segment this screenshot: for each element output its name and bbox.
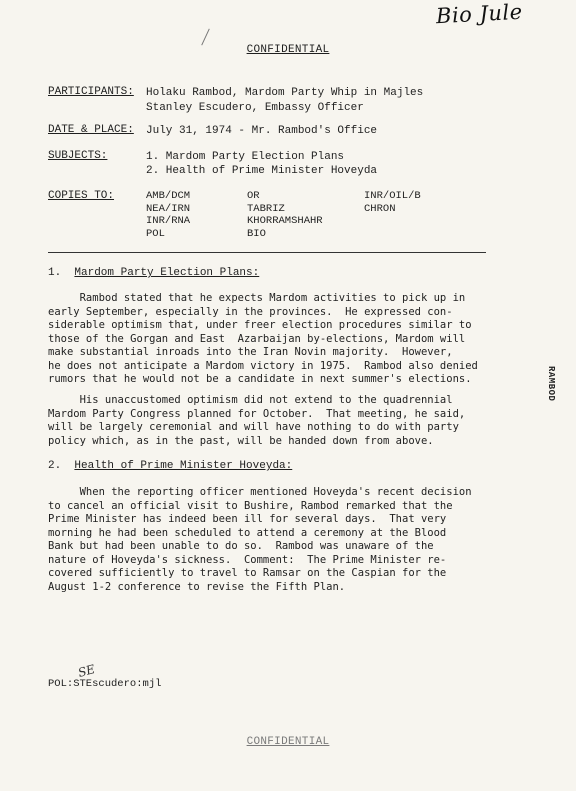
copy-recipient: NEA/IRN: [146, 202, 191, 215]
participants-label: PARTICIPANTS:: [48, 86, 134, 98]
divider-line: [48, 252, 486, 253]
section-2-heading: [48, 460, 292, 472]
participant-line-1: Holaku Rambod, Mardom Party Whip in Majles: [146, 87, 424, 99]
section-2-paragraph-1: When the reporting officer mentioned Hoveyda's recent decision to cancel an official visit to Bushire, Rambod remarked that the Prime Minister has indeed been ill for several days. That very morning he had been scheduled to attend a ceremony at the Blood Bank but had been unable to do so. Rambod was unaware of the nature of Hoveyda's sickness. Comment: The Prime Minister re- covered sufficiently to travel to Ramsar on the Caspian for the August 1-2 conference to revise the Fifth Plan.: [48, 486, 472, 593]
section-1-paragraph-2: His unaccustomed optimism did not extend to the quadrennial Mardom Party Congress planned for October. That meeting, he said, will be largely ceremonial and will have nothing to do with party policy which, as in the past, will be handed down from above.: [48, 394, 466, 447]
signature-block: POL:STEscudero:mjl: [48, 678, 162, 690]
handwritten-note: Bio Jule: [435, 0, 524, 29]
copy-recipient: BIO: [247, 227, 266, 240]
side-stamp: RAMBOD: [546, 366, 556, 402]
subjects-label: SUBJECTS:: [48, 150, 108, 162]
copy-recipient: INR/OIL/B: [364, 190, 421, 202]
section-1-title: Mardom Party Election Plans:: [74, 267, 260, 279]
copies-column-1: [146, 190, 190, 240]
copies-column-3: [364, 190, 421, 215]
date-place-label: DATE & PLACE:: [48, 124, 134, 136]
participant-line-2: Stanley Escudero, Embassy Officer: [146, 102, 364, 114]
subject-line-1: 1. Mardom Party Election Plans: [146, 151, 345, 163]
copy-recipient: CHRON: [364, 202, 396, 215]
copy-recipient: KHORRAMSHAHR: [247, 215, 323, 227]
copy-recipient: TABRIZ: [247, 202, 285, 215]
copy-recipient: AMB/DCM: [146, 190, 191, 202]
copies-label: COPIES TO:: [48, 190, 115, 202]
section-2-title: Health of Prime Minister Hoveyda:: [74, 460, 293, 472]
section-1-number: 1.: [48, 267, 62, 279]
date-place-value: July 31, 1974 - Mr. Rambod's Office: [146, 125, 378, 137]
handwritten-initials: SE: [76, 662, 97, 680]
copies-column-2: [247, 190, 323, 240]
subject-line-2: 2. Health of Prime Minister Hoveyda: [146, 165, 378, 177]
classification-header: CONFIDENTIAL: [246, 44, 330, 56]
copy-recipient: INR/RNA: [146, 215, 191, 227]
copy-recipient: OR: [247, 190, 260, 202]
section-2-number: 2.: [48, 460, 62, 472]
section-1-paragraph-1: Rambod stated that he expects Mardom activities to pick up in early September, especially in the provinces. He expressed con- siderable optimism that, under freer election procedures similar to those of the Gorgan and East Azarbaijan by-elections, Mardom will make substantial inroads into the Iran Novin majority. However, he does not anticipate a Mardom victory in 1975. Rambod also denied rumors that he would not be a candidate in next summer's elections.: [48, 292, 478, 385]
section-1-heading: [48, 267, 259, 279]
pen-mark: [201, 29, 210, 46]
classification-footer: CONFIDENTIAL: [246, 736, 330, 748]
copy-recipient: POL: [146, 227, 165, 240]
